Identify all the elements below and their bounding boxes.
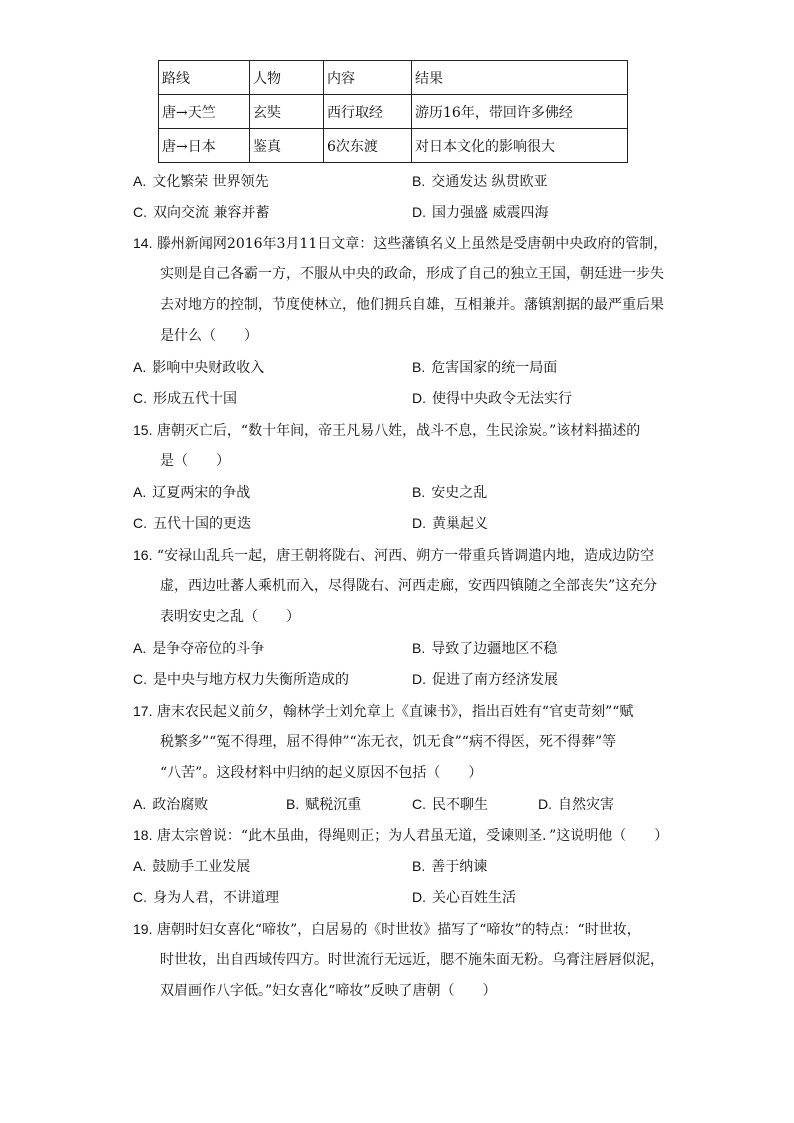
table-cell: 对日本文化的影响很大 <box>412 129 628 163</box>
q16-option-d: D. 促进了南方经济发展 <box>412 671 558 688</box>
q14-stem-line: 去对地方的控制，节度使林立，他们拥兵自雄，互相兼并。藩镇割据的最严重后果 <box>160 297 664 313</box>
q17-option-b: B. 赋税沉重 <box>286 796 362 813</box>
table-header-row <box>159 61 628 95</box>
q14-option-a: A. 影响中央财政收入 <box>133 359 265 376</box>
q16-stem-line: 虚，西边吐蕃人乘机而入，尽得陇右、河西走廊，安西四镇随之全部丧失”这充分 <box>160 578 658 594</box>
q17-option-c: C. 民不聊生 <box>412 796 488 813</box>
q16-number: 16. <box>133 547 153 563</box>
table-cell: 玄奘 <box>250 95 324 129</box>
q14-option-c: C. 形成五代十国 <box>133 390 237 407</box>
q13-option-d: D. 国力强盛 威震四海 <box>412 204 549 221</box>
q14-option-d: D. 使得中央政令无法实行 <box>412 390 572 407</box>
table-cell: 唐→天竺 <box>159 95 250 129</box>
q19-stem-line: 时世妆，出自西域传四方。时世流行无远近，腮不施朱面无粉。乌膏注唇唇似泥， <box>160 952 664 968</box>
q15-option-b: B. 安史之乱 <box>412 484 488 501</box>
table-row <box>159 95 628 129</box>
q15-option-c: C. 五代十国的更迭 <box>133 515 251 532</box>
table-cell: 游历16年，带回许多佛经 <box>412 95 628 129</box>
q19-stem-line: 19. 唐朝时妇女喜化“啼妆”，白居易的《时世妆》描写了“啼妆”的特点：“时世妆， <box>133 921 641 938</box>
q17-stem-line: 17. 唐末农民起义前夕，翰林学士刘允章上《直谏书》，指出百姓有“官吏苛刻”“赋 <box>133 703 634 720</box>
q17-stem-line: 税繁多”“冤不得理，屈不得伸”“冻无衣，饥无食”“病不得医，死不得葬”等 <box>160 734 617 750</box>
q15-stem-line: 是（ ） <box>160 453 230 469</box>
q14-stem-line: 是什么（ ） <box>160 328 258 344</box>
table-row <box>159 129 628 163</box>
route-table <box>158 60 628 163</box>
q18-option-d: D. 关心百姓生活 <box>412 889 516 906</box>
table-cell: 西行取经 <box>324 95 412 129</box>
q16-option-a: A. 是争夺帝位的斗争 <box>133 640 265 657</box>
q17-stem-line: “八苦”。这段材料中归纳的起义原因不包括（ ） <box>160 765 483 781</box>
q15-option-a: A. 辽夏两宋的争战 <box>133 484 251 501</box>
q13-option-b: B. 交通发达 纵贯欧亚 <box>412 173 548 190</box>
q15-option-d: D. 黄巢起义 <box>412 515 488 532</box>
q14-number: 14. <box>133 235 153 251</box>
table-header-cell: 路线 <box>159 61 250 95</box>
q14-option-b: B. 危害国家的统一局面 <box>412 359 558 376</box>
q18-stem-line: 18. 唐太宗曾说：“此木虽曲，得绳则正；为人君虽无道，受谏则圣．”这说明他（ ） <box>133 827 669 844</box>
q14-stem-line: 实则是自己各霸一方，不服从中央的政命，形成了自己的独立王国，朝廷进一步失 <box>160 266 664 282</box>
q13-option-c: C. 双向交流 兼容并蓄 <box>133 204 270 221</box>
q17-option-d: D. 自然灾害 <box>538 796 614 813</box>
q15-stem-line: 15. 唐朝灭亡后，“数十年间，帝王凡易八姓，战斗不息，生民涂炭。”该材料描述的 <box>133 422 641 439</box>
q18-option-a: A. 鼓励手工业发展 <box>133 858 251 875</box>
q16-stem-line: 表明安史之乱（ ） <box>160 609 300 625</box>
q13-option-a: A. 文化繁荣 世界领先 <box>133 173 269 190</box>
q16-option-c: C. 是中央与地方权力失衡所造成的 <box>133 671 349 688</box>
table-cell: 鉴真 <box>250 129 324 163</box>
q16-option-b: B. 导致了边疆地区不稳 <box>412 640 558 657</box>
q18-option-b: B. 善于纳谏 <box>412 858 488 875</box>
table-cell: 6次东渡 <box>324 129 412 163</box>
table-header-cell: 内容 <box>324 61 412 95</box>
q15-number: 15. <box>133 422 153 438</box>
q16-stem-line: 16. “安禄山乱兵一起，唐王朝将陇右、河西、朔方一带重兵皆调遣内地，造成边防空 <box>133 547 655 564</box>
table-header-cell: 人物 <box>250 61 324 95</box>
table-header-cell: 结果 <box>412 61 628 95</box>
q18-number: 18. <box>133 827 153 843</box>
q17-option-a: A. 政治腐败 <box>133 796 209 813</box>
table-cell: 唐→日本 <box>159 129 250 163</box>
q18-option-c: C. 身为人君，不讲道理 <box>133 889 279 906</box>
q14-stem-line: 14. 滕州新闻网2016年3月11日文章：这些藩镇名义上虽然是受唐朝中央政府的管制， <box>133 235 668 252</box>
q17-number: 17. <box>133 703 153 719</box>
q19-number: 19. <box>133 921 153 937</box>
q19-stem-line: 双眉画作八字低。”妇女喜化“啼妆”反映了唐朝（ ） <box>160 983 497 999</box>
